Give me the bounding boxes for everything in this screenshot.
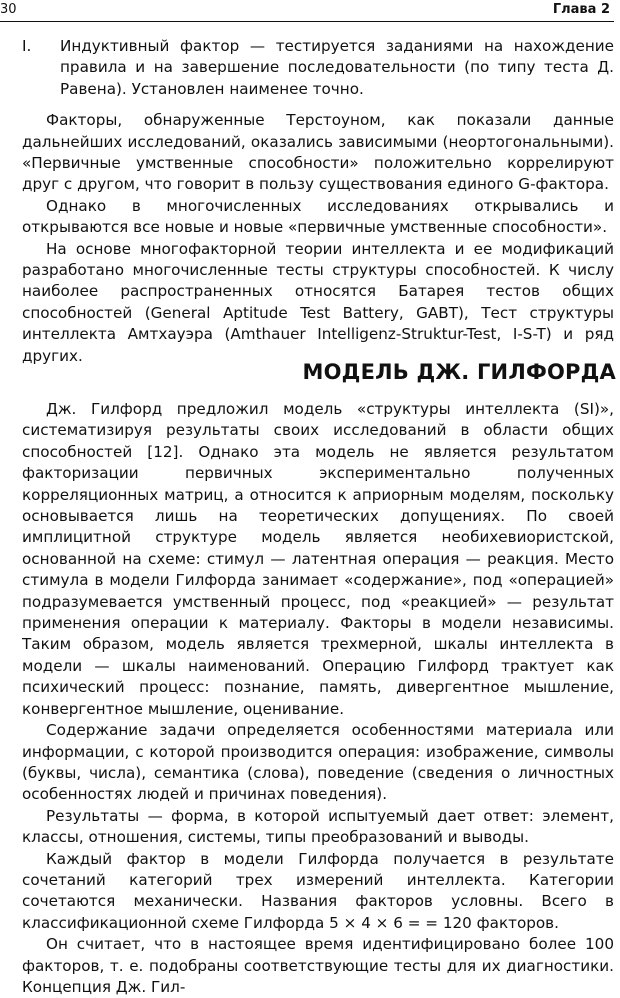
list-marker: I. bbox=[22, 37, 32, 55]
paragraph: Дж. Гилфорд предложил модель «структуры интеллекта (SI)», систематизируя результаты своих исследований в области общих способностей [12]. Однако эта модель не является результатом факторизации первичных экспериментально полученных корреляционных матриц, а относится к априорным моделям, поскольку основывается лишь на теоретических допущениях. По своей имплицитной структуре модель является необихевиористской, основанной на схеме: стимул — латентная операция — реакция. Место стимула в модели Гилфорда занимает «содержание», под «операцией» подразумевается умственный процесс, под «реакцией» — результат применения операции к материалу. Факторы в модели независимы. Таким образом, модель является трехмерной, шкалы интеллекта в модели — шкалы наименований. Операцию Гилфорд трактует как психический процесс: познание, память, дивергентное мышление, конвергентное мышление, оценивание. bbox=[22, 400, 614, 718]
text-block-top bbox=[22, 36, 614, 367]
section-heading: МОДЕЛЬ ДЖ. ГИЛФОРДА bbox=[302, 360, 616, 384]
header-rule bbox=[0, 21, 614, 22]
paragraph: Однако в многочисленных исследованиях открывались и открываются все новые и новые «первичные умственные способности». bbox=[22, 196, 614, 237]
paragraph: На основе многофакторной теории интеллекта и ее модификаций разработано многочисленные тесты структуры способностей. К числу наиболее распространенных относятся Батарея тестов общих способностей (General Aptitude Test Battery, GABT), Тест структуры интеллекта Амтхауэра (Amthauer Intelligenz-Struktur-Test, I-S-T) и ряд других. bbox=[22, 239, 614, 365]
page-number: 30 bbox=[0, 2, 17, 17]
paragraph: Он считает, что в настоящее время идентифицировано более 100 факторов, т. е. подобраны соответствующие тесты для их диагностики. Концепция Дж. Гил- bbox=[22, 935, 614, 996]
paragraph: Результаты — форма, в которой испытуемый дает ответ: элемент, классы, отношения, системы, типы преобразований и выводы. bbox=[22, 806, 614, 847]
paragraph: Каждый фактор в модели Гилфорда получается в результате сочетаний категорий трех измерений интеллекта. Категории сочетаются механически. Названия факторов условны. Всего в классификационной схеме Гилфорда 5 × 4 × 6 = = 120 факторов. bbox=[22, 849, 614, 932]
chapter-label: Глава 2 bbox=[552, 2, 610, 17]
paragraph: Факторы, обнаруженные Терстоуном, как показали данные дальнейших исследований, оказались зависимыми (неортогональными). «Первичные умственные способности» положительно коррелируют друг с другом, что говорит в пользу существования единого G-фактора. bbox=[22, 111, 614, 194]
list-item-inductive-factor bbox=[22, 36, 614, 100]
list-item-text: Индуктивный фактор — тестируется заданиями на нахождение правила и на завершение последовательности (по типу теста Д. Равена). Установлен наименее точно. bbox=[60, 37, 614, 98]
running-head bbox=[0, 0, 614, 22]
paragraph: Содержание задачи определяется особенностями материала или информации, с которой производится операция: изображение, символы (буквы, числа), семантика (слова), поведение (сведения о личностных особенностях людей и причинах поведения). bbox=[22, 721, 614, 804]
text-block-bottom bbox=[22, 399, 614, 998]
